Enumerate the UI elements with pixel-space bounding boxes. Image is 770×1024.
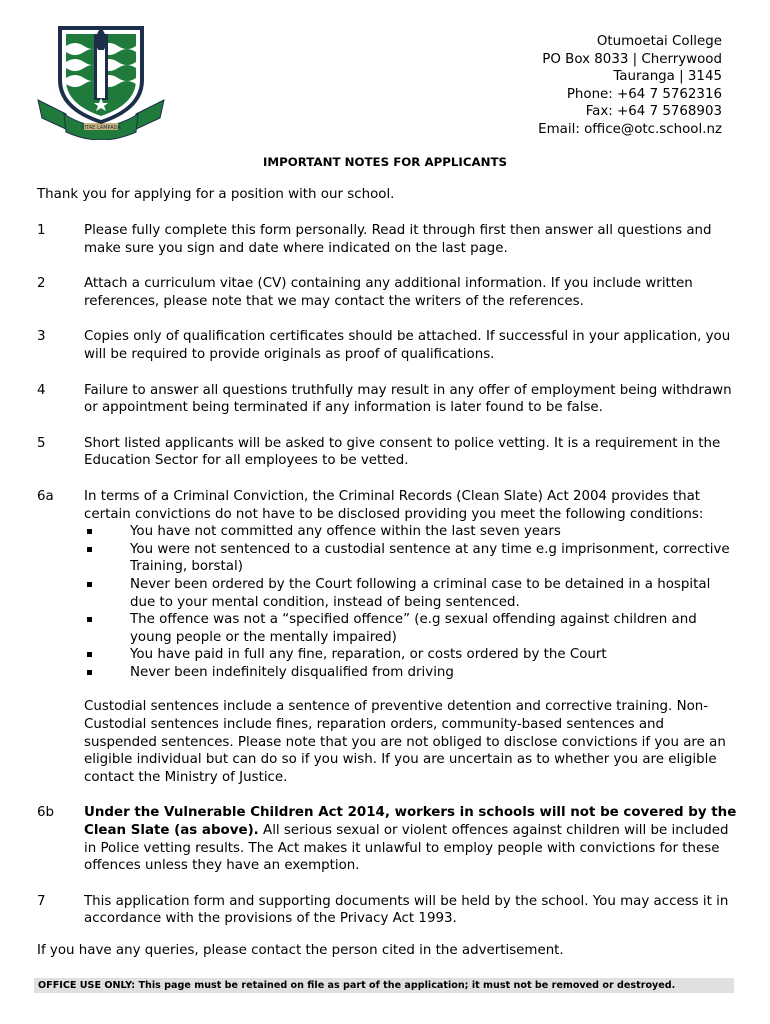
note-5 <box>37 435 737 470</box>
phone: Phone: +64 7 5762316 <box>566 86 722 102</box>
note-number: 4 <box>37 382 46 398</box>
note-number: 3 <box>37 329 46 345</box>
conditions-list <box>84 523 737 681</box>
note-text: Short listed applicants will be asked to give consent to police vetting. It is a requirement in the Education Sector for all employees to be vetted. <box>84 435 721 469</box>
list-item: Never been indefinitely disqualified from driving <box>84 664 737 682</box>
svg-text:VITAE LAMPADA: VITAE LAMPADA <box>81 125 121 131</box>
note-3 <box>37 328 737 363</box>
note-6a <box>37 488 737 787</box>
list-item: You have paid in full any fine, reparation, or costs ordered by the Court <box>84 646 737 664</box>
bullet-icon <box>87 582 92 587</box>
school-address-block <box>538 33 722 139</box>
note-text: Please fully complete this form personally. Read it through first then answer all questions and make sure you sign and date where indicated on the last page. <box>84 223 712 256</box>
school-name: Otumoetai College <box>596 34 722 49</box>
note-number: 2 <box>37 276 46 292</box>
intro-text: Thank you for applying for a position with our school. <box>37 187 395 202</box>
note-number: 5 <box>37 435 46 451</box>
note-6b <box>37 804 737 874</box>
note-number: 7 <box>37 893 46 909</box>
page-heading: IMPORTANT NOTES FOR APPLICANTS <box>262 155 508 169</box>
bullet-icon <box>87 652 92 657</box>
fax: Fax: +64 7 5768903 <box>585 104 722 120</box>
note-text: Copies only of qualification certificates should be attached. If successful in your application, you will be required to provide originals as proof of qualifications. <box>84 329 731 362</box>
bullet-icon <box>87 547 92 552</box>
note-text: Attach a curriculum vitae (CV) containing any additional information. If you include written references, please note that we may contact the writers of the references. <box>84 276 693 309</box>
bullet-icon <box>87 529 92 534</box>
note-rest-text: All serious sexual or violent offences against children will be included in Police vetting results. The Act makes it unlawful to employ people with convictions for these offences unless they have an exemption. <box>84 823 729 874</box>
note-number: 6a <box>37 488 54 504</box>
email: Email: office@otc.school.nz <box>538 121 722 137</box>
note-number: 1 <box>37 223 46 238</box>
note-7 <box>37 893 737 928</box>
city-postcode: Tauranga | 3145 <box>613 69 722 85</box>
note-number: 6b <box>37 805 55 821</box>
po-box: PO Box 8033 | Cherrywood <box>542 51 722 67</box>
note-text: In terms of a Criminal Conviction, the Criminal Records (Clean Slate) Act 2004 provides that certain convictions do not have to be disclosed providing you meet the following conditions: <box>84 488 704 522</box>
list-item: Never been ordered by the Court following a criminal case to be detained in a hospital due to your mental condition, instead of being sentenced. <box>84 576 737 611</box>
office-use-banner: OFFICE USE ONLY: This page must be retained on file as part of the application; it must not be removed or destroyed. <box>34 978 734 993</box>
closing-text: If you have any queries, please contact the person cited in the advertisement. <box>37 943 564 958</box>
notes-list <box>37 222 737 946</box>
custodial-paragraph: Custodial sentences include a sentence of preventive detention and corrective training. Non-Custodial sentences include fines, reparation orders, community-based sentences and suspended sentences. Please note that you are not obliged to disclose convictions if you are an eligible individual but can do so if you wish. If you are uncertain as to whether you are eligible contact the Ministry of Justice. <box>84 699 726 785</box>
school-crest-logo <box>34 22 168 140</box>
note-1 <box>37 222 737 257</box>
note-text: Failure to answer all questions truthfully may result in any offer of employment being withdrawn or appointment being terminated if any information is later found to be false. <box>84 382 732 416</box>
list-item: The offence was not a “specified offence” (e.g sexual offending against children and young people or the mentally impaired) <box>84 611 737 646</box>
list-item: You have not committed any offence within the last seven years <box>84 523 737 541</box>
note-text: This application form and supporting documents will be held by the school. You may access it in accordance with the provisions of the Privacy Act 1993. <box>84 893 729 927</box>
note-bold-text: Under the Vulnerable Children Act 2014, workers in schools will not be covered by the Clean Slate (as above). <box>84 805 737 839</box>
note-2 <box>37 275 737 310</box>
list-item: You were not sentenced to a custodial sentence at any time e.g imprisonment, corrective Training, borstal) <box>84 541 737 576</box>
note-text <box>84 804 737 874</box>
bullet-icon <box>87 617 92 622</box>
note-4 <box>37 382 737 417</box>
bullet-icon <box>87 670 92 675</box>
